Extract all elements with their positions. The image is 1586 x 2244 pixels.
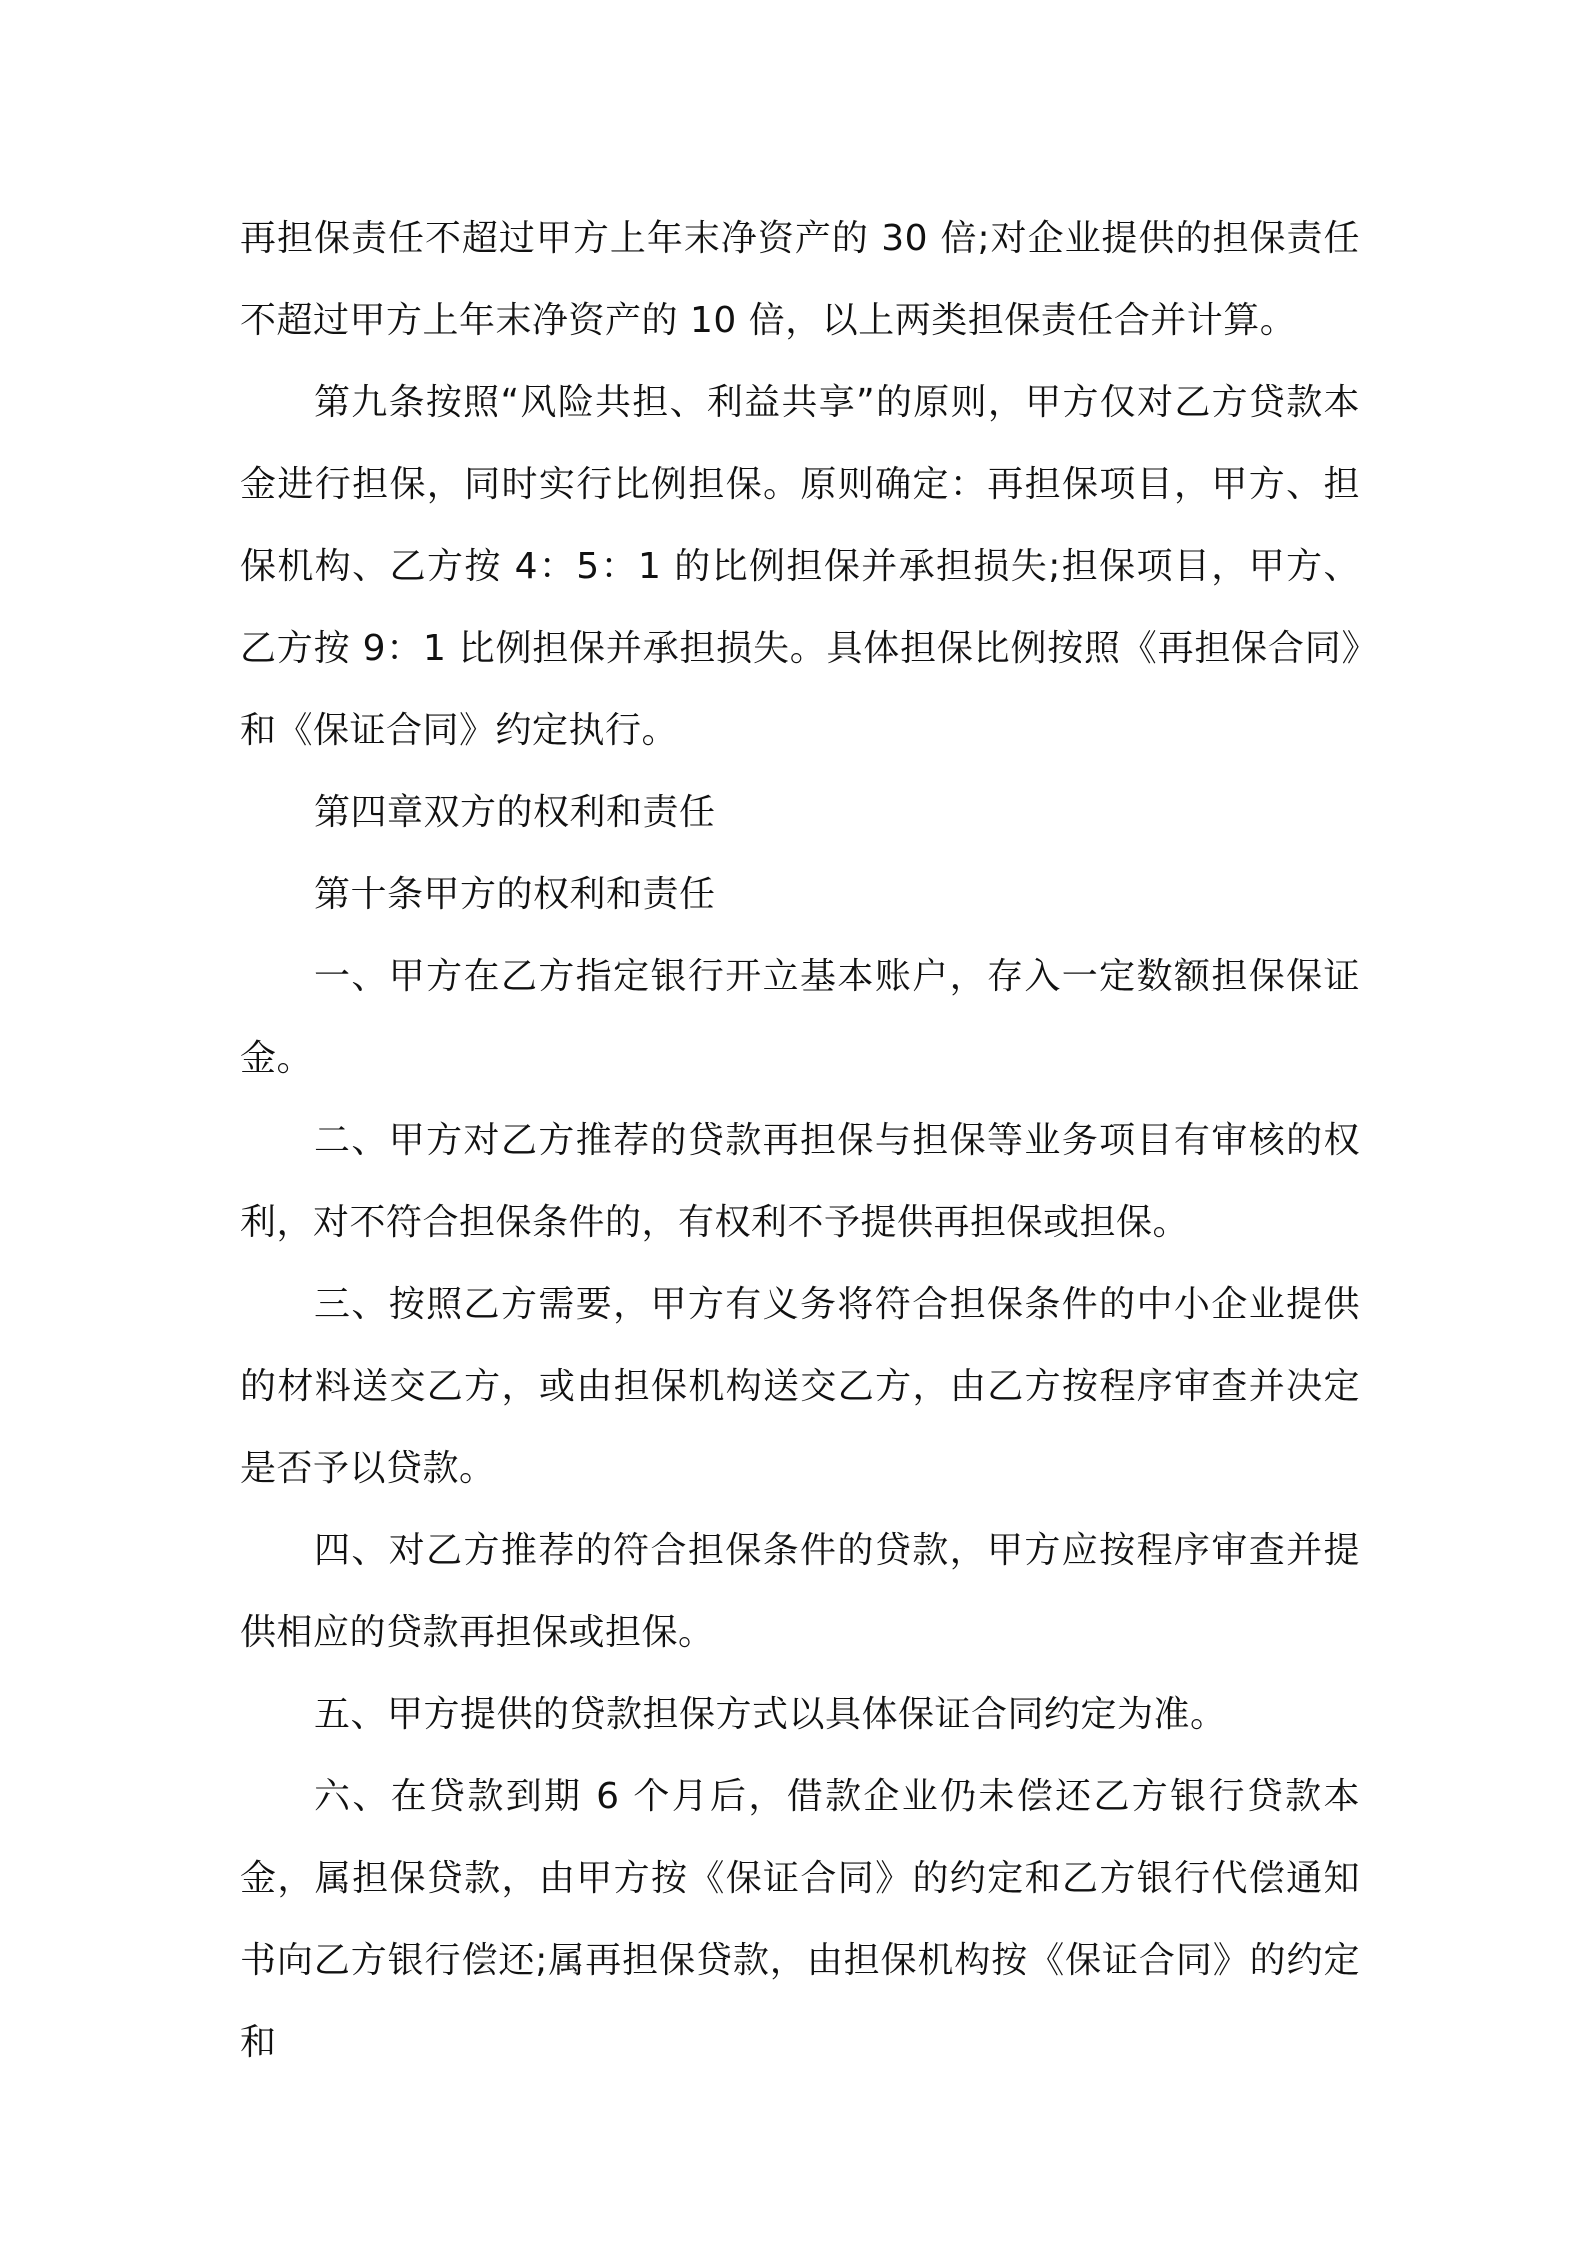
article-10-heading: 第十条甲方的权利和责任 <box>314 874 716 915</box>
clause-5: 五、甲方提供的贷款担保方式以具体保证合同约定为准。 <box>314 1694 1227 1735</box>
clause-3: 三、按照乙方需要，甲方有义务将符合担保条件的中小企业提供的材料送交乙方，或由担保机构送交乙方，由乙方按程序审查并决定是否予以贷款。 <box>240 1284 1360 1489</box>
paragraph-article-9: 第九条按照“风险共担、利益共享”的原则，甲方仅对乙方贷款本金进行担保，同时实行比例担保。原则确定：再担保项目，甲方、担保机构、乙方按 4：5：1 的比例担保并承担损失;担保项目，甲方、乙方按 9：1 比例担保并承担损失。具体担保比例按照《再担保合同》和《保证合同》约定执行。 <box>240 382 1360 751</box>
chapter-heading: 第四章双方的权利和责任 <box>314 792 716 833</box>
clause-1: 一、甲方在乙方指定银行开立基本账户，存入一定数额担保保证金。 <box>240 956 1360 1079</box>
clause-4: 四、对乙方推荐的符合担保条件的贷款，甲方应按程序审查并提供相应的贷款再担保或担保。 <box>240 1530 1360 1653</box>
paragraph-continuation: 再担保责任不超过甲方上年末净资产的 30 倍;对企业提供的担保责任不超过甲方上年末净资产的 10 倍，以上两类担保责任合并计算。 <box>240 218 1360 341</box>
clause-6: 六、在贷款到期 6 个月后，借款企业仍未偿还乙方银行贷款本金，属担保贷款，由甲方按《保证合同》的约定和乙方银行代偿通知书向乙方银行偿还;属再担保贷款，由担保机构按《保证合同》的约定和 <box>240 1776 1360 2063</box>
clause-2: 二、甲方对乙方推荐的贷款再担保与担保等业务项目有审核的权利，对不符合担保条件的，有权利不予提供再担保或担保。 <box>240 1120 1360 1243</box>
document-body <box>240 198 1360 2084</box>
